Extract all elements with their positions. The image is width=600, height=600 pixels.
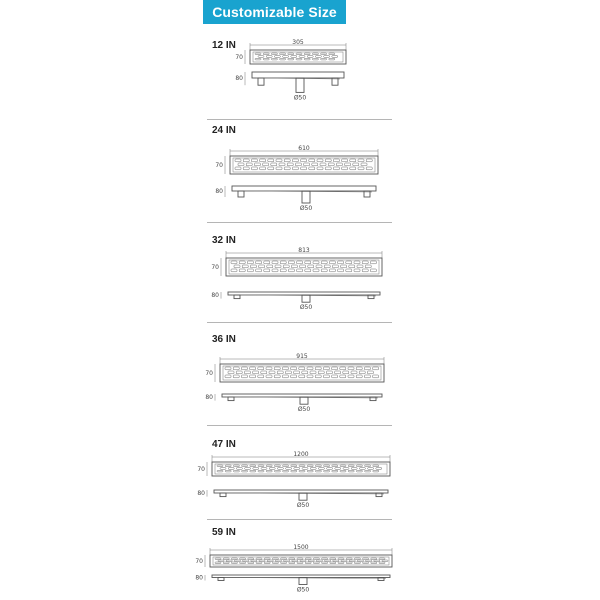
outlet-diameter-label: Ø50 xyxy=(299,205,313,212)
grate-slot xyxy=(308,560,314,562)
grate-slot xyxy=(281,558,287,560)
section-label-12in: 12 IN xyxy=(212,40,236,51)
grate-slot xyxy=(215,562,221,564)
grate-slot xyxy=(240,562,246,564)
grate-slot xyxy=(264,558,270,560)
grate-slot xyxy=(297,558,303,560)
grate-slot xyxy=(248,558,254,560)
grate-slot xyxy=(354,562,360,564)
outlet-diameter-label: Ø50 xyxy=(297,406,311,414)
grate-slot xyxy=(289,558,295,560)
page-title: Customizable Size xyxy=(212,4,337,20)
grate-slot xyxy=(322,558,328,560)
grate-slot xyxy=(325,560,331,562)
grate-slot xyxy=(316,560,322,562)
length-dimension-label: 915 xyxy=(296,353,308,360)
width-dimension-label: 70 xyxy=(197,466,205,473)
grate-slot xyxy=(215,558,221,560)
grate-slot xyxy=(313,558,319,560)
height-dimension-label: 80 xyxy=(195,574,203,582)
grate-slot xyxy=(341,560,347,562)
height-dimension-label: 80 xyxy=(215,188,223,195)
grate-slot xyxy=(371,558,377,560)
grate-slot xyxy=(346,558,352,560)
outlet-diameter-label: Ø50 xyxy=(299,304,313,312)
grate-slot xyxy=(379,562,385,564)
grate-slot xyxy=(264,562,270,564)
grate-slot xyxy=(363,558,369,560)
grate-slot xyxy=(349,560,355,562)
grate-slot xyxy=(305,558,311,560)
outlet-diameter-label: Ø50 xyxy=(293,94,307,102)
grate-slot xyxy=(251,560,257,562)
grate-slot xyxy=(330,562,336,564)
length-dimension-label: 1200 xyxy=(293,451,309,458)
length-dimension-label: 1500 xyxy=(293,544,309,551)
grate-slot xyxy=(289,562,295,564)
grate-slot xyxy=(363,562,369,564)
grate-slot xyxy=(234,560,240,562)
grate-slot xyxy=(354,558,360,560)
grate-slot xyxy=(338,558,344,560)
grate-slot xyxy=(267,560,273,562)
grate-slot xyxy=(357,560,363,562)
length-dimension-label: 813 xyxy=(298,247,310,254)
width-dimension-label: 70 xyxy=(195,558,203,565)
leveling-foot xyxy=(218,578,224,581)
grate-slot xyxy=(240,558,246,560)
height-dimension-label: 80 xyxy=(197,490,205,497)
grate-slot xyxy=(248,562,254,564)
outlet-pipe xyxy=(299,578,307,585)
grate-slot xyxy=(231,558,237,560)
section-label-36in: 36 IN xyxy=(212,334,236,345)
grate-slot xyxy=(218,560,224,562)
width-dimension-label: 70 xyxy=(211,264,219,271)
grate-slot xyxy=(256,558,262,560)
grate-slot xyxy=(284,560,290,562)
grate-slot xyxy=(313,562,319,564)
grate-slot xyxy=(297,562,303,564)
grate-slot xyxy=(223,558,229,560)
grate-slot xyxy=(223,562,229,564)
width-dimension-label: 70 xyxy=(205,370,213,377)
grate-slot xyxy=(338,562,344,564)
grate-slot xyxy=(292,560,298,562)
grate-slot xyxy=(272,558,278,560)
grate-slot xyxy=(305,562,311,564)
grate-slot xyxy=(346,562,352,564)
grate-slot xyxy=(366,560,372,562)
section-label-32in: 32 IN xyxy=(212,235,236,246)
grate-slot xyxy=(259,560,265,562)
grate-slot xyxy=(243,560,249,562)
section-label-59in: 59 IN xyxy=(212,527,236,538)
leveling-foot xyxy=(378,578,384,581)
grate-slot xyxy=(382,560,388,562)
grate-slot xyxy=(300,560,306,562)
grate-slot xyxy=(256,562,262,564)
width-dimension-label: 70 xyxy=(235,54,243,61)
grate-slot xyxy=(330,558,336,560)
grate-slot xyxy=(275,560,281,562)
grate-slot xyxy=(379,558,385,560)
grate-slot xyxy=(226,560,232,562)
outlet-diameter-label: Ø50 xyxy=(296,586,310,594)
section-label-24in: 24 IN xyxy=(212,125,236,136)
length-dimension-label: 305 xyxy=(292,39,304,46)
height-dimension-label: 80 xyxy=(205,394,213,401)
grate-slot xyxy=(374,560,380,562)
section-label-47in: 47 IN xyxy=(212,439,236,450)
grate-slot xyxy=(322,562,328,564)
outlet-diameter-label: Ø50 xyxy=(296,502,310,510)
grate-slot xyxy=(371,562,377,564)
grate-slot xyxy=(231,562,237,564)
height-dimension-label: 80 xyxy=(211,292,219,299)
width-dimension-label: 70 xyxy=(215,162,223,169)
grate-slot xyxy=(272,562,278,564)
length-dimension-label: 610 xyxy=(298,145,310,152)
grate-slot xyxy=(281,562,287,564)
height-dimension-label: 80 xyxy=(235,75,243,82)
grate-slot xyxy=(333,560,339,562)
